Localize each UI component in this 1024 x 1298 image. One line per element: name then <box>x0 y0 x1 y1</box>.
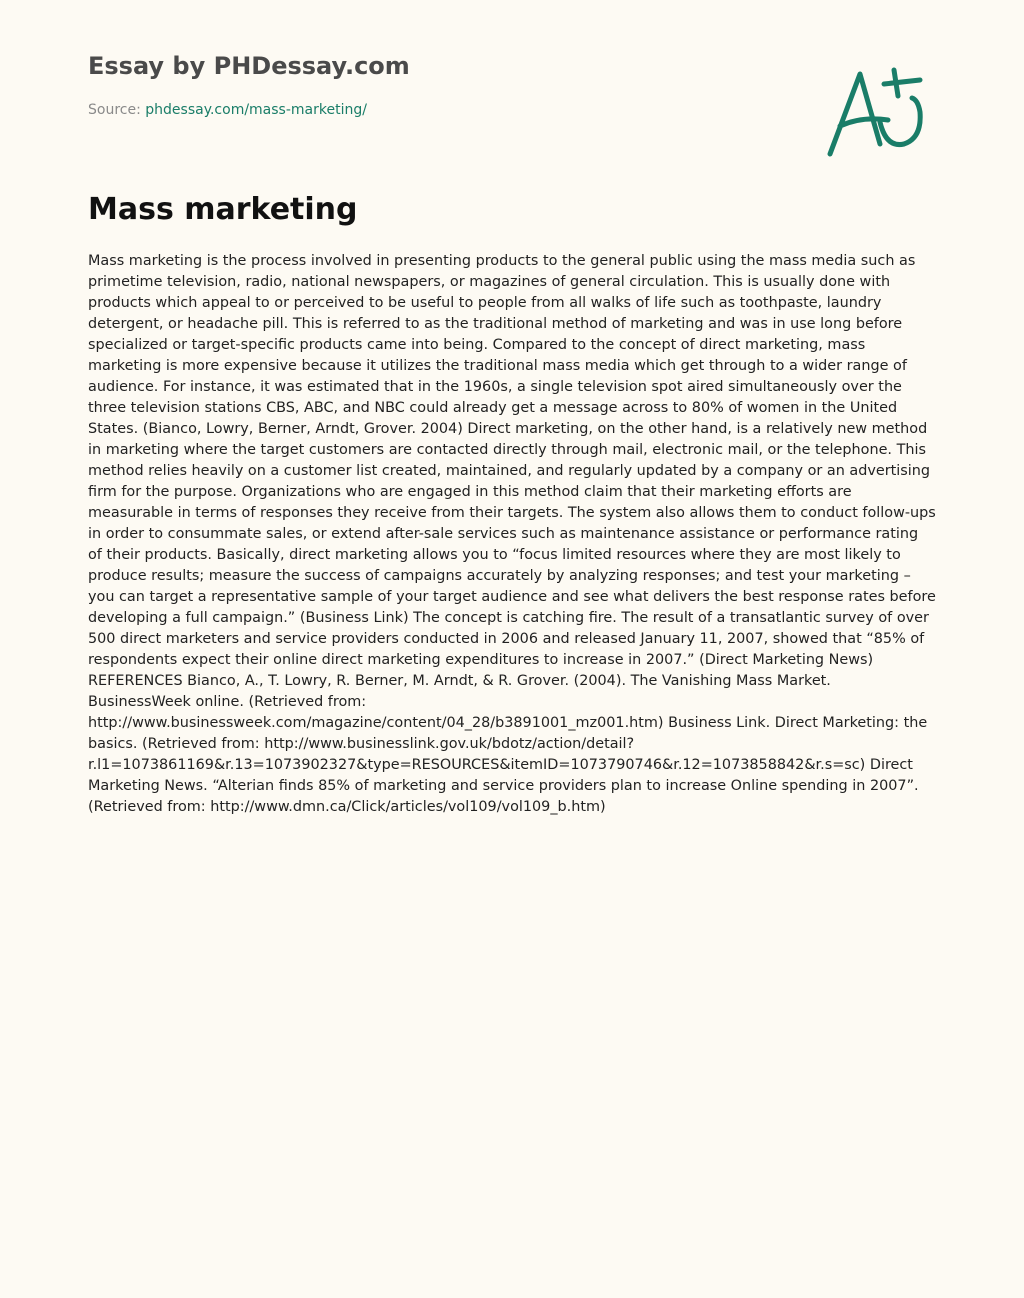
essay-body: Mass marketing is the process involved in presenting products to the general public using the mass media such as primetime television, radio, national newspapers, or magazines of general circulation. This is usually done with products which appeal to or perceived to be useful to people from all walks of life such as toothpaste, laundry detergent, or headache pill. This is referred to as the traditional method of marketing and was in use long before specialized or target-specific products came into being. Compared to the concept of direct marketing, mass marketing is more expensive because it utilizes the traditional mass media which get through to a wider range of audience. For instance, it was estimated that in the 1960s, a single television spot aired simultaneously over the three television stations CBS, ABC, and NBC could already get a message across to 80% of women in the United States. (Bianco, Lowry, Berner, Arndt, Grover. 2004) Direct marketing, on the other hand, is a relatively new method in marketing where the target customers are contacted directly through mail, electronic mail, or the telephone. This method relies heavily on a customer list created, maintained, and regularly updated by a company or an advertising firm for the purpose. Organizations who are engaged in this method claim that their marketing efforts are measurable in terms of responses they receive from their targets. The system also allows them to conduct follow-ups in order to consummate sales, or extend after-sale services such as maintenance assistance or performance rating of their products. Basically, direct marketing allows you to “focus limited resources where they are most likely to produce results; measure the success of campaigns accurately by analyzing responses; and test your marketing – you can target a representative sample of your target audience and see what delivers the best response rates before developing a full campaign.” (Business Link) The concept is catching fire. The result of a transatlantic survey of over 500 direct marketers and service providers conducted in 2006 and released January 11, 2007, showed that “85% of respondents expect their online direct marketing expenditures to increase in 2007.” (Direct Marketing News) REFERENCES Bianco, A., T. Lowry, R. Berner, M. Arndt, & R. Grover. (2004). The Vanishing Mass Market. BusinessWeek online. (Retrieved from: http://www.businessweek.com/magazine/content/04_28/b3891001_mz001.htm) Business Link. Direct Marketing: the basics. (Retrieved from: http://www.businesslink.gov.uk/bdotz/action/detail?r.l1=1073861169&r.13=1073902327&type=RESOURCES&itemID=1073790746&r.12=1073858842&r.s=sc) Direct Marketing News. “Alterian finds 85% of marketing and service providers plan to increase Online spending in 2007”. (Retrieved from: http://www.dmn.ca/Click/articles/vol109/vol109_b.htm) <box>88 253 936 815</box>
a-plus-grade-icon <box>822 64 930 160</box>
site-title: Essay by PHDessay.com <box>88 52 410 80</box>
essay-title: Mass marketing <box>88 192 358 227</box>
source-line <box>88 100 788 120</box>
site-header <box>88 50 788 120</box>
source-link[interactable]: phdessay.com/mass-marketing/ <box>145 102 367 118</box>
source-label: Source: <box>88 102 146 118</box>
